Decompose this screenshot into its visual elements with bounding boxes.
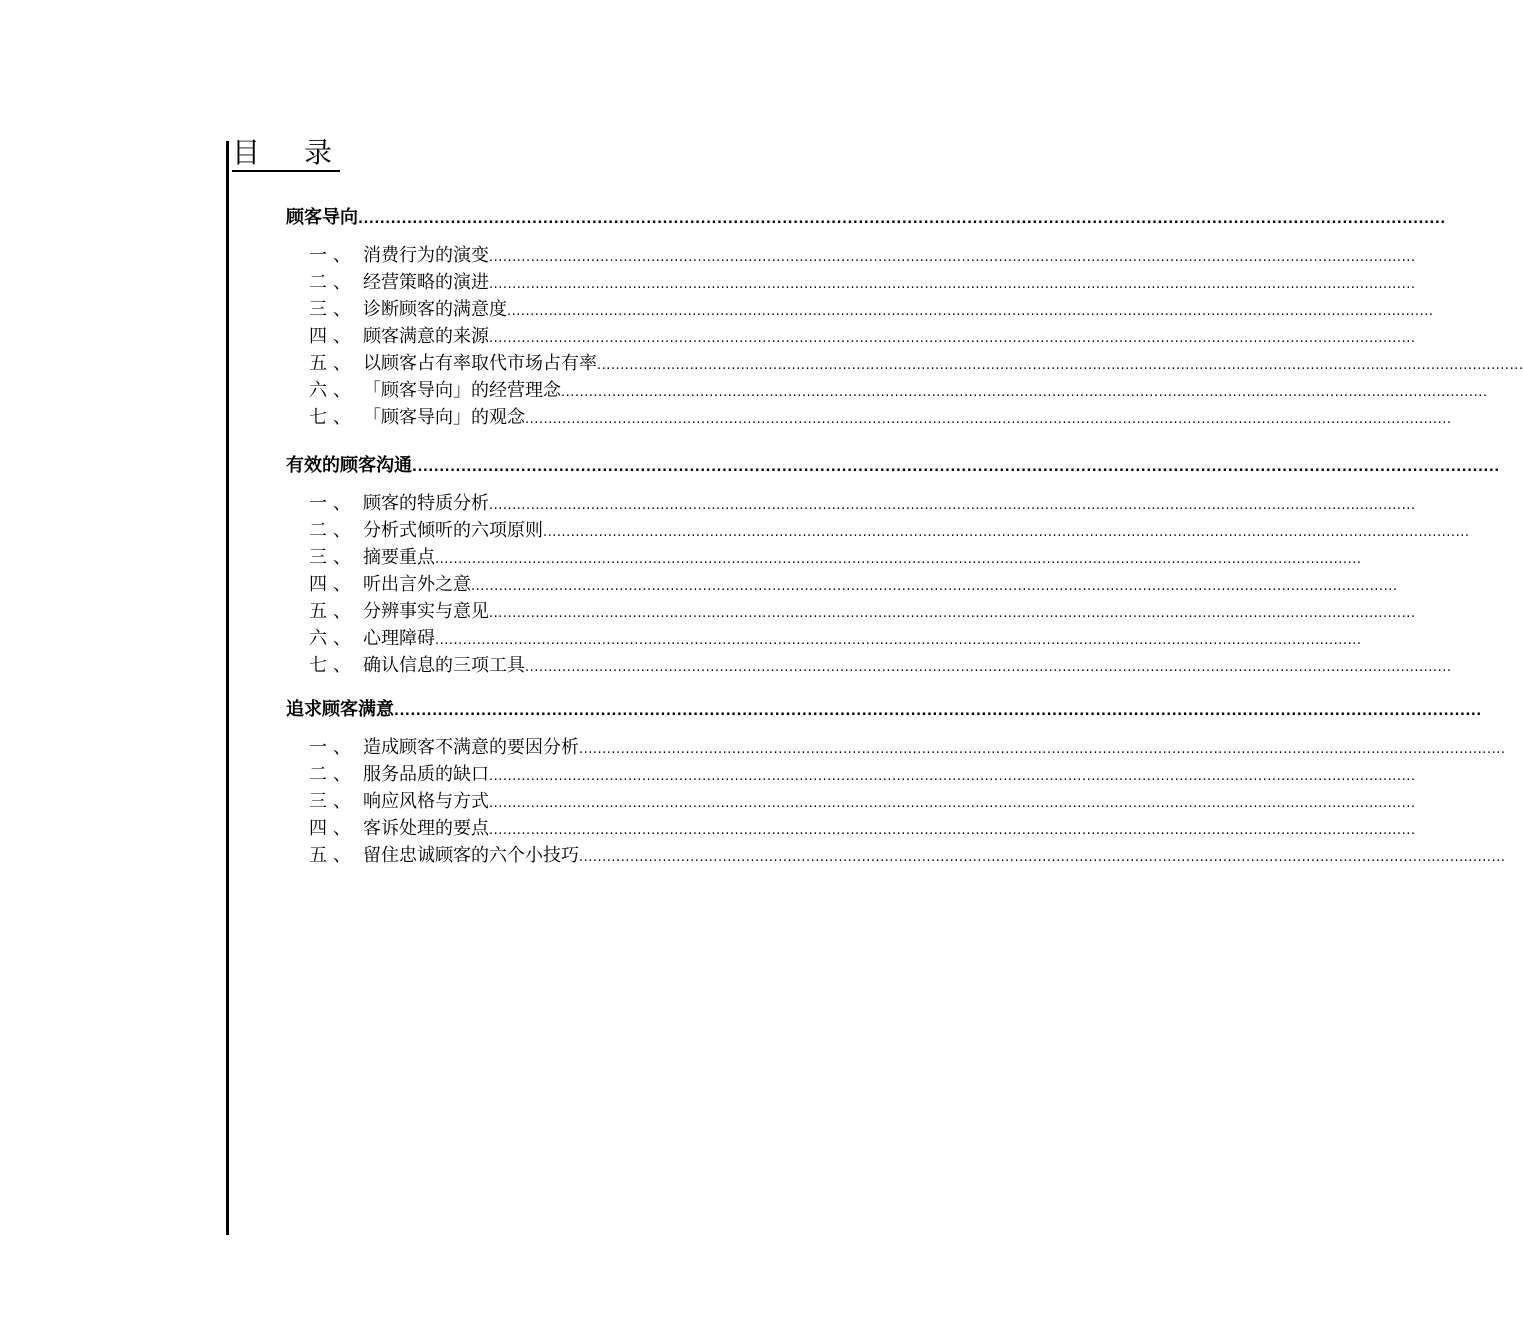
entry-separator: 、 [333,791,351,812]
entry-number: 五 [309,353,327,374]
entry-number: 三 [309,547,327,568]
entry-separator: 、 [333,407,351,428]
entry-number: 四 [309,326,327,347]
entry-number: 一 [309,245,327,266]
entry-number: 一 [309,737,327,758]
dot-leader: ........................................................................................................................................................................................................ [597,358,1523,373]
dot-leader: ........................................................................................................................................................................................................ [579,850,1506,865]
toc-entry[interactable] [286,351,1523,377]
toc-entry[interactable] [286,324,1416,350]
entry-title: 顾客满意的来源 [363,326,489,347]
entry-separator: 、 [333,353,351,374]
entry-separator: 、 [333,326,351,347]
dot-leader: ........................................................................................................................................................................................................ [489,277,1416,292]
toc-entry[interactable] [286,762,1416,788]
entry-title: 诊断顾客的满意度 [363,299,507,320]
dot-leader: ........................................................................................................................................................................................................ [358,212,1446,227]
entry-title: 以顾客占有率取代市场占有率 [363,353,597,374]
dot-leader: ........................................................................................................................................................................................................ [471,579,1398,594]
dot-leader: ........................................................................................................................................................................................................ [412,460,1500,475]
entry-number: 五 [309,601,327,622]
section-heading-text: 顾客导向 [286,207,358,228]
dot-leader: ........................................................................................................................................................................................................ [489,498,1416,513]
entry-title: 心理障碍 [363,628,435,649]
dot-leader: ........................................................................................................................................................................................................ [525,660,1452,675]
dot-leader: ........................................................................................................................................................................................................ [507,304,1434,319]
toc-entry[interactable] [286,518,1470,544]
dot-leader: ........................................................................................................................................................................................................ [394,704,1482,719]
entry-number: 二 [309,520,327,541]
dot-leader: ........................................................................................................................................................................................................ [489,606,1416,621]
section-heading-text: 有效的顾客沟通 [286,455,412,476]
entry-separator: 、 [333,818,351,839]
entry-number: 二 [309,764,327,785]
entry-separator: 、 [333,764,351,785]
toc-entry[interactable] [286,572,1398,598]
entry-number: 四 [309,818,327,839]
entry-title: 留住忠诚顾客的六个小技巧 [363,845,579,866]
entry-title: 「顾客导向」的经营理念 [363,380,561,401]
toc-entry[interactable] [286,405,1452,431]
toc-entry[interactable] [286,243,1416,269]
entry-title: 摘要重点 [363,547,435,568]
entry-number: 三 [309,299,327,320]
dot-leader: ........................................................................................................................................................................................................ [435,633,1362,648]
toc-entry[interactable] [286,816,1416,842]
entry-separator: 、 [333,272,351,293]
entry-separator: 、 [333,547,351,568]
entry-title: 服务品质的缺口 [363,764,489,785]
entry-title: 响应风格与方式 [363,791,489,812]
entry-separator: 、 [333,380,351,401]
toc-section-heading[interactable] [286,698,1482,722]
dot-leader: ........................................................................................................................................................................................................ [489,331,1416,346]
dot-leader: ........................................................................................................................................................................................................ [489,823,1416,838]
entry-separator: 、 [333,520,351,541]
entry-number: 五 [309,845,327,866]
toc-entry[interactable] [286,599,1416,625]
dot-leader: ........................................................................................................................................................................................................ [489,796,1416,811]
entry-title: 消费行为的演变 [363,245,489,266]
dot-leader: ........................................................................................................................................................................................................ [489,250,1416,265]
toc-section-heading[interactable] [286,206,1446,230]
toc-entry[interactable] [286,789,1416,815]
toc-entry[interactable] [286,843,1506,869]
entry-number: 一 [309,493,327,514]
entry-number: 四 [309,574,327,595]
entry-number: 六 [309,628,327,649]
dot-leader: ........................................................................................................................................................................................................ [435,552,1362,567]
entry-separator: 、 [333,737,351,758]
entry-title: 「顾客导向」的观念 [363,407,525,428]
section-heading-text: 追求顾客满意 [286,699,394,720]
dot-leader: ........................................................................................................................................................................................................ [561,385,1488,400]
entry-separator: 、 [333,655,351,676]
toc-entry[interactable] [286,378,1488,404]
entry-number: 七 [309,407,327,428]
entry-title: 分辨事实与意见 [363,601,489,622]
entry-title: 顾客的特质分析 [363,493,489,514]
toc-entry[interactable] [286,653,1452,679]
toc-entry[interactable] [286,297,1434,323]
entry-number: 二 [309,272,327,293]
entry-number: 六 [309,380,327,401]
entry-title: 分析式倾听的六项原则 [363,520,543,541]
entry-separator: 、 [333,845,351,866]
entry-title: 经营策略的演进 [363,272,489,293]
entry-separator: 、 [333,245,351,266]
toc-entry[interactable] [286,491,1416,517]
dot-leader: ........................................................................................................................................................................................................ [579,742,1506,757]
entry-title: 听出言外之意 [363,574,471,595]
entry-title: 客诉处理的要点 [363,818,489,839]
dot-leader: ........................................................................................................................................................................................................ [525,412,1452,427]
margin-vertical-rule [226,141,229,1235]
entry-separator: 、 [333,574,351,595]
dot-leader: ........................................................................................................................................................................................................ [489,769,1416,784]
toc-entry[interactable] [286,545,1362,571]
entry-separator: 、 [333,628,351,649]
entry-separator: 、 [333,601,351,622]
toc-section-heading[interactable] [286,454,1500,478]
entry-separator: 、 [333,493,351,514]
entry-number: 七 [309,655,327,676]
dot-leader: ........................................................................................................................................................................................................ [543,525,1470,540]
toc-entry[interactable] [286,626,1362,652]
page-title: 目 录 [232,136,340,172]
entry-number: 三 [309,791,327,812]
entry-title: 造成顾客不满意的要因分析 [363,737,579,758]
entry-separator: 、 [333,299,351,320]
toc-entry[interactable] [286,270,1416,296]
toc-entry[interactable] [286,735,1506,761]
entry-title: 确认信息的三项工具 [363,655,525,676]
